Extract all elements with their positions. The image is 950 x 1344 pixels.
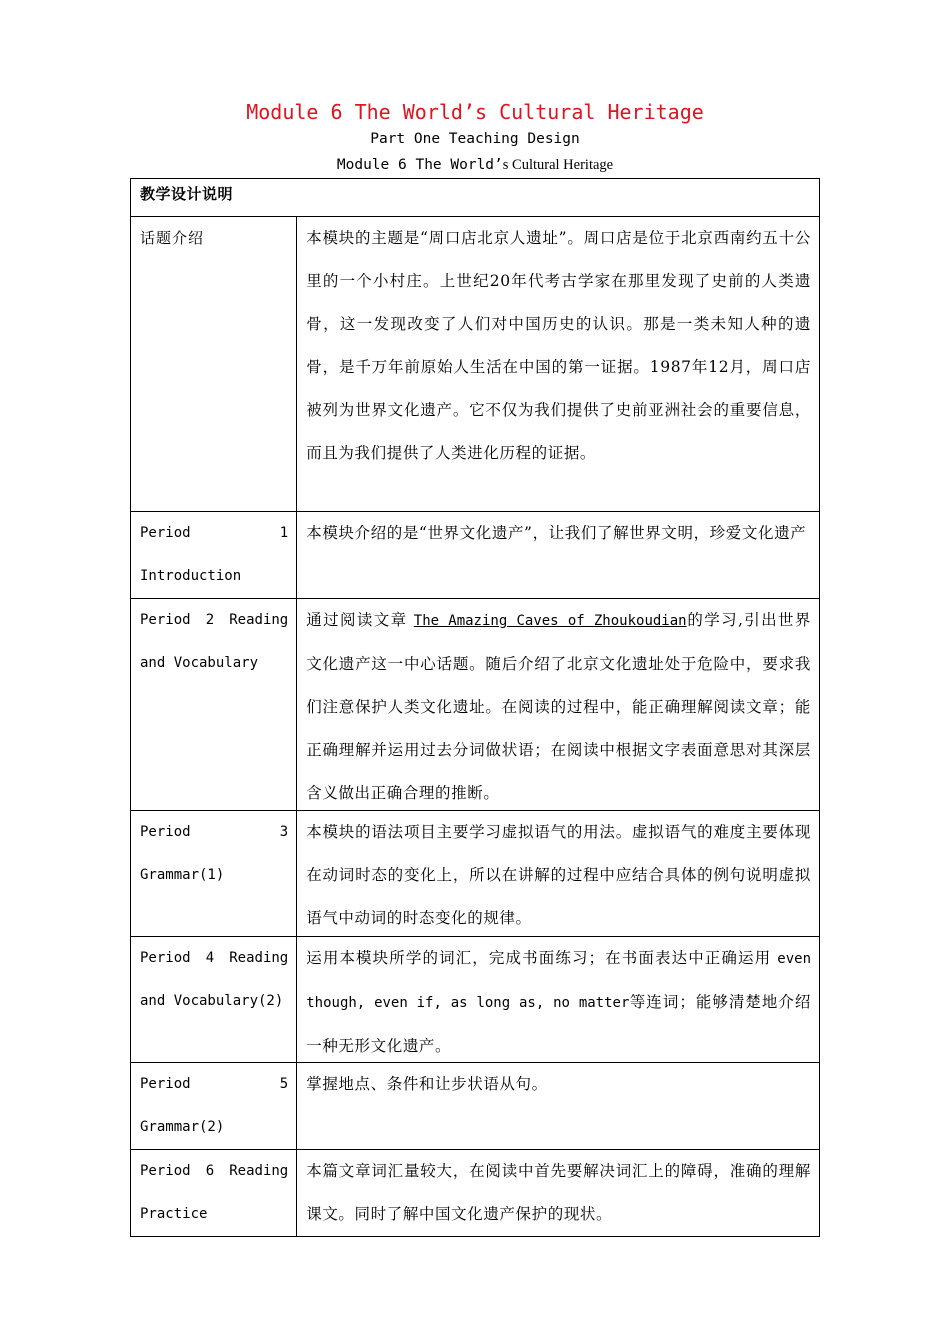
content-text-after: 的学习,引出世界文化遗产这一中心话题。随后介绍了北京文化遗址处于危险中，要求我们注意保护人类文化遗址。在阅读的过程中，能正确理解阅读文章；能正确理解并运用过去分词做状语；在阅读中根据文字表面意思对其深层含义做出正确合理的推断。 <box>306 611 811 802</box>
row-label: Period 3 Grammar(1) <box>140 824 289 883</box>
row-content-cell <box>297 599 820 811</box>
module-heading-prefix: Module 6 The World’ <box>336 157 503 173</box>
row-content-cell <box>297 1150 820 1237</box>
row-label: Period 1 Introduction <box>140 525 289 584</box>
row-label-cell <box>131 811 297 937</box>
row-label: 话题介绍 <box>140 229 205 247</box>
document-subtitle: Part One Teaching Design <box>370 131 580 147</box>
row-label-cell <box>131 599 297 811</box>
row-label: Period 4 Reading and Vocabulary(2) <box>140 950 289 1009</box>
row-label: Period 6 Reading Practice <box>140 1163 289 1222</box>
table-row-topic <box>131 217 820 512</box>
teaching-design-table <box>130 178 820 1237</box>
row-content <box>297 937 819 1062</box>
row-label-cell <box>131 217 297 512</box>
document-title: Module 6 The World’s Cultural Heritage <box>246 100 704 124</box>
conjunction-list: even though, even if, as long as, no matter <box>306 951 811 1011</box>
row-content-cell <box>297 217 820 512</box>
row-label: Period 5 Grammar(2) <box>140 1076 289 1135</box>
row-label-cell <box>131 1063 297 1150</box>
row-label: Period 2 Reading and Vocabulary <box>140 612 289 671</box>
row-content-cell <box>297 937 820 1063</box>
content-text-before: 运用本模块所学的词汇，完成书面练习；在书面表达中正确运用 <box>306 949 778 967</box>
row-content: 本模块的主题是“周口店北京人遗址”。周口店是位于北京西南约五十公里的一个小村庄。上世纪20年代考古学家在那里发现了史前的人类遗骨，这一发现改变了人们对中国历史的认识。那是一类未知人种的遗骨，是千万年前原始人生活在中国的第一证据。1987年12月，周口店被列为世界文化遗产。它不仅为我们提供了史前亚洲社会的重要信息，而且为我们提供了人类进化历程的证据。 <box>306 229 811 462</box>
table-header-text: 教学设计说明 <box>140 185 234 203</box>
table-row-period-1 <box>131 512 820 599</box>
table-row-period-4 <box>131 937 820 1063</box>
row-content-cell <box>297 1063 820 1150</box>
row-content: 掌握地点、条件和让步状语从句。 <box>306 1075 548 1093</box>
row-label-cell <box>131 512 297 599</box>
row-content: 本模块的语法项目主要学习虚拟语气的用法。虚拟语气的难度主要体现在动词时态的变化上，所以在讲解的过程中应结合具体的例句说明虚拟语气中动词的时态变化的规律。 <box>306 823 811 927</box>
row-content-cell <box>297 512 820 599</box>
row-label-cell <box>131 937 297 1063</box>
row-label-cell <box>131 1150 297 1237</box>
content-text-before: 通过阅读文章 <box>306 611 414 629</box>
row-content-cell <box>297 811 820 937</box>
row-content: 本篇文章词汇量较大，在阅读中首先要解决词汇上的障碍，准确的理解课文。同时了解中国文化遗产保护的现状。 <box>306 1162 811 1223</box>
table-row-period-2 <box>131 599 820 811</box>
row-content <box>297 599 819 810</box>
table-row-period-5 <box>131 1063 820 1150</box>
table-header-cell <box>131 179 820 217</box>
table-row-period-6 <box>131 1150 820 1237</box>
table-row-period-3 <box>131 811 820 937</box>
table-header-row <box>131 179 820 217</box>
article-title-link: The Amazing Caves of Zhoukoudian <box>413 613 687 629</box>
module-heading-suffix: s Cultural Heritage <box>502 157 614 173</box>
module-heading <box>0 155 950 175</box>
row-content: 本模块介绍的是“世界文化遗产”，让我们了解世界文明，珍爱文化遗产 <box>306 524 807 542</box>
content-text-after: 等连词；能够清楚地介绍一种无形文化遗产。 <box>306 993 811 1055</box>
